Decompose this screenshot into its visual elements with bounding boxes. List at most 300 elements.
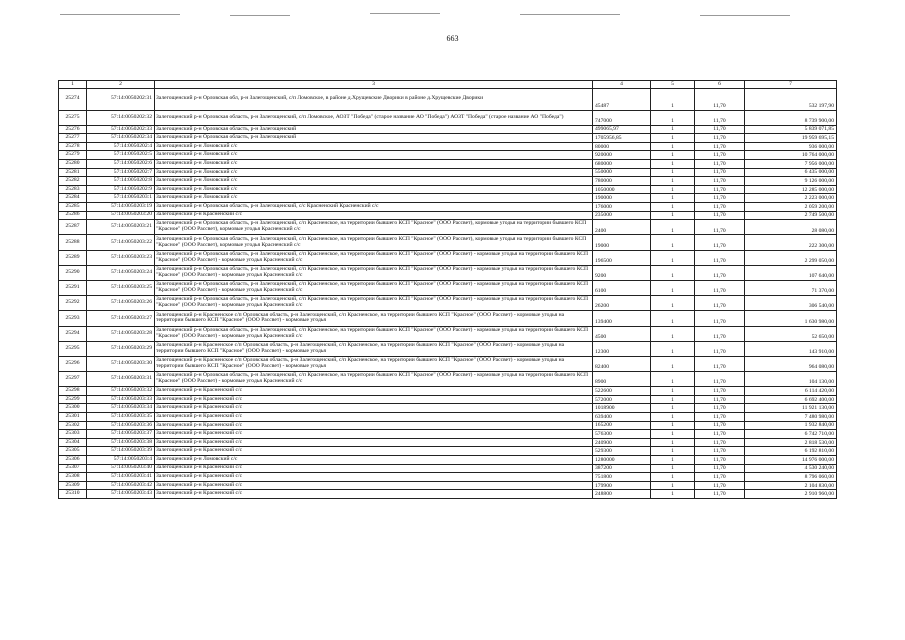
table-row [59,89,837,111]
rate-cell: 11,70 [695,168,745,177]
table-row [59,473,837,482]
address-cell: Залегощенский р-н Орловская область, р-н Залегощенский, с/п Красненское, на территории бывшего КСП "Красное" (ООО Рассвет), кормовые угодья на территории бывшего КСП "Красное" (ООО Рассвет), кормовые угодья Красненский с/с [155,235,593,250]
row-number-cell: 25296 [59,356,87,371]
count-cell: 1 [651,473,695,482]
address-cell: Залегощенский р-н Ломовский с/с [155,456,593,465]
row-number-cell: 25309 [59,481,87,490]
area-cell: 576300 [593,430,651,439]
address-cell: Залегощенский р-н Красненский с/с [155,473,593,482]
table-row [59,203,837,212]
cadastral-number-cell: 57:14:0050203:34 [87,404,155,413]
value-cell: 7 480 980,00 [745,413,837,422]
row-number-cell: 25303 [59,430,87,439]
area-cell: 165200 [593,421,651,430]
rate-cell: 11,70 [695,194,745,203]
cadastral-number-cell: 57:14:0050202:33 [87,125,155,134]
table-row [59,311,837,326]
rate-cell: 11,70 [695,134,745,143]
count-cell: 1 [651,372,695,387]
area-cell: 639400 [593,413,651,422]
table-row [59,438,837,447]
address-cell: Залегощенский р-н Орловская область, р-н Залегощенский, с/п Красненское, на территории бывшего КСП "Красное" (ООО Рассвет) - кормовые угодья на территории бывшего КСП "Красное" (ООО Рассвет) - кормовые угодья Красненский с/с [155,250,593,265]
count-cell: 1 [651,177,695,186]
cadastral-number-cell: 57:14:0050203:1 [87,194,155,203]
row-number-cell: 25282 [59,177,87,186]
cadastral-number-cell: 57:14:0050203:25 [87,280,155,295]
column-header: 7 [745,81,837,89]
address-cell: Залегощенский р-н Красненское с/п Орловская область, р-н Залегощенский, с/п Красненское, на территории бывшего КСП "Красное" (ООО Рассвет) - кормовые угодья на территории бывшего КСП "Красное" (ООО Рассвет) - кормовые угодья [155,341,593,356]
row-number-cell: 25281 [59,168,87,177]
cadastral-number-cell: 57:14:0050202:6 [87,160,155,169]
row-number-cell: 25291 [59,280,87,295]
table-row [59,280,837,295]
rate-cell: 11,70 [695,160,745,169]
row-number-cell: 25302 [59,421,87,430]
table-body [59,89,837,499]
table-row [59,421,837,430]
address-cell: Залегощенский р-н Орловская область, р-н Залегощенский, с/п Красненское, на территории бывшего КСП "Красное" (ООО Рассвет) - кормовые угодья на территории бывшего КСП "Красное" (ООО Рассвет) - кормовые угодья Красненский с/с [155,265,593,280]
table-row [59,456,837,465]
count-cell: 1 [651,490,695,499]
cadastral-number-cell: 57:14:0050203:28 [87,326,155,341]
count-cell: 1 [651,438,695,447]
address-cell: Залегощенский р-н Ломовский с/с [155,194,593,203]
value-cell: 532 197,90 [745,89,837,111]
count-cell: 1 [651,430,695,439]
table-row [59,185,837,194]
cadastral-number-cell: 57:14:0050203:35 [87,413,155,422]
table-row [59,326,837,341]
count-cell: 1 [651,211,695,220]
row-number-cell: 25308 [59,473,87,482]
area-cell: 235000 [593,211,651,220]
column-header: 1 [59,81,87,89]
cadastral-number-cell: 57:14:0050203:43 [87,490,155,499]
value-cell: 6 192 810,00 [745,447,837,456]
rate-cell: 11,70 [695,481,745,490]
value-cell: 9 126 000,00 [745,177,837,186]
value-cell: 6 435 000,00 [745,168,837,177]
count-cell: 1 [651,168,695,177]
cadastral-number-cell: 57:14:0050202:4 [87,142,155,151]
cadastral-number-cell: 57:14:0050203:21 [87,220,155,235]
table-row [59,404,837,413]
table-row [59,125,837,134]
area-cell: 8900 [593,372,651,387]
address-cell: Залегощенский р-н Красненский с/с [155,438,593,447]
table-row [59,387,837,396]
row-number-cell: 25287 [59,220,87,235]
header-row [59,81,837,89]
row-number-cell: 25307 [59,464,87,473]
value-cell: 6 742 710,00 [745,430,837,439]
cadastral-number-cell: 57:14:0050203:39 [87,447,155,456]
row-number-cell: 25298 [59,387,87,396]
cadastral-number-cell: 57:14:0050203:36 [87,421,155,430]
cadastral-number-cell: 57:14:0050203:33 [87,395,155,404]
row-number-cell: 25290 [59,265,87,280]
count-cell: 1 [651,447,695,456]
count-cell: 1 [651,203,695,212]
column-header: 6 [695,81,745,89]
count-cell: 1 [651,220,695,235]
row-number-cell: 25297 [59,372,87,387]
count-cell: 1 [651,265,695,280]
rate-cell: 11,70 [695,110,745,125]
area-cell: 751800 [593,473,651,482]
address-cell: Залегощенский р-н Орловская область, р-н Залегощенский, с/п Ломовское, АОЗТ "Победа" (старое название АО "Победа") АОЗТ "Победа" (старое название АО "Победа") [155,110,593,125]
row-number-cell: 25276 [59,125,87,134]
cadastral-register-table [58,80,837,499]
value-cell: 11 921 130,00 [745,404,837,413]
count-cell: 1 [651,387,695,396]
table-row [59,211,837,220]
rate-cell: 11,70 [695,296,745,311]
area-cell: 1280000 [593,456,651,465]
value-cell: 2 818 530,00 [745,438,837,447]
area-cell: 240900 [593,438,651,447]
row-number-cell: 25289 [59,250,87,265]
rate-cell: 11,70 [695,430,745,439]
address-cell: Залегощенский р-н Красненский с/с [155,481,593,490]
area-cell: 747000 [593,110,651,125]
table-row [59,194,837,203]
cadastral-number-cell: 57:14:0050202:32 [87,110,155,125]
cadastral-number-cell: 57:14:0050203:26 [87,296,155,311]
table-row [59,168,837,177]
table-row [59,220,837,235]
address-cell: Залегощенский р-н Красненский с/с [155,211,593,220]
rate-cell: 11,70 [695,326,745,341]
rate-cell: 11,70 [695,265,745,280]
address-cell: Залегощенский р-н Орловская область, р-н Залегощенский, с/п Красненское, на территории бывшего КСП "Красное" (ООО Рассвет) - кормовые угодья на территории бывшего КСП "Красное" (ООО Рассвет) - кормовые угодья Красненский с/с [155,372,593,387]
table-row [59,490,837,499]
cadastral-number-cell: 57:14:0050203:30 [87,356,155,371]
value-cell: 4 530 240,00 [745,464,837,473]
rate-cell: 11,70 [695,464,745,473]
cadastral-number-cell: 57:14:0050203:29 [87,341,155,356]
count-cell: 1 [651,185,695,194]
table-row [59,250,837,265]
area-cell: 522600 [593,387,651,396]
rate-cell: 11,70 [695,395,745,404]
count-cell: 1 [651,280,695,295]
rate-cell: 11,70 [695,372,745,387]
rate-cell: 11,70 [695,220,745,235]
cadastral-number-cell: 57:14:0050203:20 [87,211,155,220]
rate-cell: 11,70 [695,421,745,430]
row-number-cell: 25301 [59,413,87,422]
table-row [59,177,837,186]
value-cell: 5 839 071,85 [745,125,837,134]
address-cell: Залегощенский р-н Красненский с/с [155,490,593,499]
row-number-cell: 25286 [59,211,87,220]
rate-cell: 11,70 [695,341,745,356]
count-cell: 1 [651,160,695,169]
count-cell: 1 [651,356,695,371]
address-cell: Залегощенский р-н Красненский с/с [155,447,593,456]
address-cell: Залегощенский р-н Орловская область, р-н Залегощенский, с/п Красненское, на территории бывшего КСП "Красное" (ООО Рассвет) - кормовые угодья на территории бывшего КСП "Красное" (ООО Рассвет) - кормовые угодья Красненский с/с [155,296,593,311]
area-cell: 1705956,85 [593,134,651,143]
rate-cell: 11,70 [695,125,745,134]
rate-cell: 11,70 [695,151,745,160]
cadastral-number-cell: 57:14:0050203:40 [87,464,155,473]
row-number-cell: 25294 [59,326,87,341]
table-row [59,447,837,456]
count-cell: 1 [651,404,695,413]
address-cell: Залегощенский р-н Орловская область, р-н Залегощенский, с/с Красненский Красненский с/с [155,203,593,212]
cadastral-number-cell: 57:14:0050202:7 [87,168,155,177]
value-cell: 1 932 840,00 [745,421,837,430]
table-row [59,110,837,125]
address-cell: Залегощенский р-н Красненский с/с [155,413,593,422]
value-cell: 6 114 420,00 [745,387,837,396]
address-cell: Залегощенский р-н Ломовский с/с [155,168,593,177]
table-row [59,142,837,151]
column-header: 5 [651,81,695,89]
rate-cell: 11,70 [695,142,745,151]
page-number: 663 [446,34,459,43]
area-cell: 499065,97 [593,125,651,134]
value-cell: 107 640,00 [745,265,837,280]
row-number-cell: 25274 [59,89,87,111]
area-cell: 4500 [593,326,651,341]
value-cell: 8 796 060,00 [745,473,837,482]
area-cell: 26200 [593,296,651,311]
address-cell: Залегощенский р-н Красненский с/с [155,404,593,413]
table-row [59,235,837,250]
count-cell: 1 [651,341,695,356]
row-number-cell: 25300 [59,404,87,413]
table-row [59,296,837,311]
rate-cell: 11,70 [695,311,745,326]
rate-cell: 11,70 [695,490,745,499]
rate-cell: 11,70 [695,280,745,295]
rate-cell: 11,70 [695,177,745,186]
value-cell: 10 764 000,00 [745,151,837,160]
cadastral-number-cell: 57:14:0050203:38 [87,438,155,447]
area-cell: 550000 [593,168,651,177]
address-cell: Залегощенский р-н Орловская область, р-н Залегощенский, с/п Красненское, на территории бывшего КСП "Красное" (ООО Рассвет) - кормовые угодья на территории бывшего КСП "Красное" (ООО Рассвет) - кормовые угодья Красненский с/с [155,280,593,295]
row-number-cell: 25299 [59,395,87,404]
area-cell: 45487 [593,89,651,111]
area-cell: 9200 [593,265,651,280]
address-cell: Залегощенский р-н Ломовский с/с [155,185,593,194]
row-number-cell: 25278 [59,142,87,151]
count-cell: 1 [651,125,695,134]
table-row [59,356,837,371]
row-number-cell: 25310 [59,490,87,499]
value-cell: 28 080,00 [745,220,837,235]
value-cell: 2 104 830,00 [745,481,837,490]
address-cell: Залегощенский р-н Красненский с/с [155,387,593,396]
rate-cell: 11,70 [695,89,745,111]
rate-cell: 11,70 [695,447,745,456]
value-cell: 143 910,00 [745,341,837,356]
row-number-cell: 25275 [59,110,87,125]
table-row [59,464,837,473]
address-cell: Залегощенский р-н Орловская область, р-н Залегощенский, с/п Красненское, на территории бывшего КСП "Красное" (ООО Рассвет) - кормовые угодья на территории бывшего КСП "Красное" (ООО Рассвет) - кормовые угодья Красненский с/с [155,326,593,341]
rate-cell: 11,70 [695,203,745,212]
count-cell: 1 [651,413,695,422]
rate-cell: 11,70 [695,387,745,396]
value-cell: 8 739 900,00 [745,110,837,125]
address-cell: Залегощенский р-н Ломовский с/с [155,177,593,186]
column-header: 3 [155,81,593,89]
count-cell: 1 [651,296,695,311]
area-cell: 529300 [593,447,651,456]
rate-cell: 11,70 [695,473,745,482]
count-cell: 1 [651,311,695,326]
rate-cell: 11,70 [695,404,745,413]
cadastral-number-cell: 57:14:0050203:42 [87,481,155,490]
row-number-cell: 25295 [59,341,87,356]
row-number-cell: 25292 [59,296,87,311]
count-cell: 1 [651,89,695,111]
area-cell: 920000 [593,151,651,160]
address-cell: Залегощенский р-н Красненский с/с [155,421,593,430]
count-cell: 1 [651,456,695,465]
address-cell: Залегощенский р-н Красненский с/с [155,395,593,404]
rate-cell: 11,70 [695,438,745,447]
count-cell: 1 [651,326,695,341]
value-cell: 7 956 000,00 [745,160,837,169]
table-row [59,481,837,490]
count-cell: 1 [651,151,695,160]
count-cell: 1 [651,421,695,430]
table-row [59,430,837,439]
count-cell: 1 [651,464,695,473]
column-header: 2 [87,81,155,89]
rate-cell: 11,70 [695,211,745,220]
table-row [59,395,837,404]
cadastral-number-cell: 57:14:0050202:5 [87,151,155,160]
cadastral-number-cell: 57:14:0050203:32 [87,387,155,396]
address-cell: Залегощенский р-н Ломовский с/с [155,142,593,151]
value-cell: 222 300,00 [745,235,837,250]
count-cell: 1 [651,142,695,151]
row-number-cell: 25305 [59,447,87,456]
table-row [59,134,837,143]
table-row [59,372,837,387]
address-cell: Залегощенский р-н Орловская область, р-н Залегощенский [155,125,593,134]
rate-cell: 11,70 [695,250,745,265]
area-cell: 6100 [593,280,651,295]
row-number-cell: 25279 [59,151,87,160]
area-cell: 680000 [593,160,651,169]
value-cell: 14 976 000,00 [745,456,837,465]
cadastral-number-cell: 57:14:0050203:37 [87,430,155,439]
value-cell: 2 059 200,00 [745,203,837,212]
value-cell: 52 650,00 [745,326,837,341]
table-row [59,341,837,356]
area-cell: 2400 [593,220,651,235]
value-cell: 6 692 400,00 [745,395,837,404]
column-header: 4 [593,81,651,89]
value-cell: 2 223 000,00 [745,194,837,203]
area-cell: 12300 [593,341,651,356]
cadastral-number-cell: 57:14:0050203:31 [87,372,155,387]
rate-cell: 11,70 [695,356,745,371]
cadastral-number-cell: 57:14:0050203:4 [87,456,155,465]
area-cell: 80000 [593,142,651,151]
count-cell: 1 [651,481,695,490]
row-number-cell: 25280 [59,160,87,169]
area-cell: 1018900 [593,404,651,413]
value-cell: 2 749 500,00 [745,211,837,220]
area-cell: 139400 [593,311,651,326]
table-row [59,265,837,280]
address-cell: Залегощенский р-н Красненское с/п Орловская область, р-н Залегощенский, с/п Красненское, на территории бывшего КСП "Красное" (ООО Рассвет) - кормовые угодья на территории бывшего КСП "Красное" (ООО Рассвет) - кормовые угодья [155,311,593,326]
area-cell: 196500 [593,250,651,265]
value-cell: 1 630 980,00 [745,311,837,326]
row-number-cell: 25277 [59,134,87,143]
table-row [59,413,837,422]
row-number-cell: 25284 [59,194,87,203]
area-cell: 572000 [593,395,651,404]
address-cell: Залегощенский р-н Красненский с/с [155,430,593,439]
cadastral-number-cell: 57:14:0050202:34 [87,134,155,143]
cadastral-number-cell: 57:14:0050202:31 [87,89,155,111]
address-cell: Залегощенский р-н Орловская область, р-н Залегощенский [155,134,593,143]
count-cell: 1 [651,235,695,250]
address-cell: Залегощенский р-н Орловская область, р-н Залегощенский, с/п Красненское, на территории бывшего КСП "Красное" (ООО Рассвет), кормовые угодья на территории бывшего КСП "Красное" (ООО Рассвет), кормовые угодья Красненский с/с [155,220,593,235]
cadastral-number-cell: 57:14:0050202:9 [87,185,155,194]
row-number-cell: 25283 [59,185,87,194]
value-cell: 71 370,00 [745,280,837,295]
address-cell: Залегощенский р-н Орловская обл, р-н Залегощенский, с/п Ломовское, в районе д.Хрущевские Дворики в районе д.Хрущевские Дворики [155,89,593,111]
area-cell: 190000 [593,194,651,203]
count-cell: 1 [651,395,695,404]
value-cell: 964 080,00 [745,356,837,371]
rate-cell: 11,70 [695,413,745,422]
count-cell: 1 [651,194,695,203]
address-cell: Залегощенский р-н Ломовский с/с [155,160,593,169]
address-cell: Залегощенский р-н Ломовский с/с [155,151,593,160]
row-number-cell: 25304 [59,438,87,447]
area-cell: 176000 [593,203,651,212]
area-cell: 780000 [593,177,651,186]
rate-cell: 11,70 [695,456,745,465]
value-cell: 2 299 050,00 [745,250,837,265]
table-row [59,151,837,160]
row-number-cell: 25293 [59,311,87,326]
area-cell: 19000 [593,235,651,250]
area-cell: 179900 [593,481,651,490]
value-cell: 306 540,00 [745,296,837,311]
count-cell: 1 [651,134,695,143]
cadastral-number-cell: 57:14:0050203:22 [87,235,155,250]
cadastral-number-cell: 57:14:0050203:19 [87,203,155,212]
scan-artifacts [0,0,905,24]
rate-cell: 11,70 [695,235,745,250]
count-cell: 1 [651,250,695,265]
row-number-cell: 25306 [59,456,87,465]
cadastral-number-cell: 57:14:0050203:23 [87,250,155,265]
cadastral-number-cell: 57:14:0050202:8 [87,177,155,186]
area-cell: 1050000 [593,185,651,194]
value-cell: 104 130,00 [745,372,837,387]
area-cell: 82400 [593,356,651,371]
address-cell: Залегощенский р-н Красненское с/п Орловская область, р-н Залегощенский, с/п Красненское, на территории бывшего КСП "Красное" (ООО Рассвет) - кормовые угодья на территории бывшего КСП "Красное" (ООО Рассвет) - кормовые угодья [155,356,593,371]
count-cell: 1 [651,110,695,125]
row-number-cell: 25288 [59,235,87,250]
value-cell: 2 910 960,00 [745,490,837,499]
value-cell: 936 000,00 [745,142,837,151]
cadastral-number-cell: 57:14:0050203:41 [87,473,155,482]
table-row [59,160,837,169]
rate-cell: 11,70 [695,185,745,194]
